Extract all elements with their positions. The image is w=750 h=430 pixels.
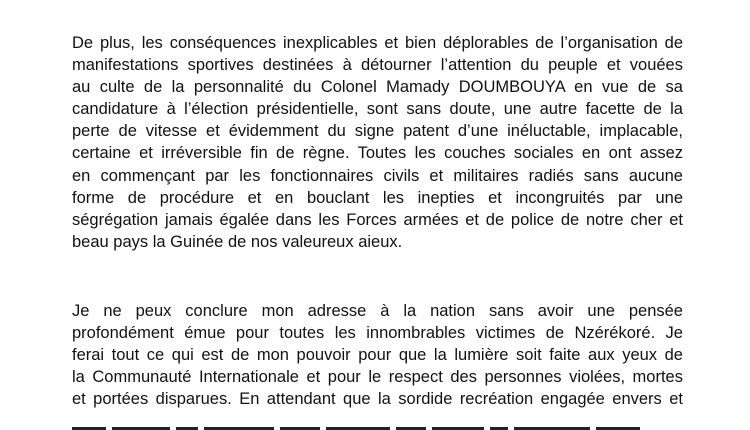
paragraph-2-line: profondément émue pour toutes les innombrables victimes de Nzérékoré. Je — [72, 324, 683, 343]
paragraph-1 — [72, 32, 683, 253]
paragraph-2-line: la Communauté Internationale et pour le respect des personnes violées, mortes — [72, 368, 683, 387]
paragraph-1-line: ségrégation jamais égalée dans les Forces armées et de police de notre cher et — [72, 210, 683, 229]
paragraph-1-line: De plus, les conséquences inexplicables et bien déplorables de l’organisation de — [72, 34, 683, 52]
cropped-text-line — [72, 421, 683, 430]
paragraph-1-line: perte de vitesse et évidemment du signe patent d’une inéluctable, implacable, — [72, 122, 683, 141]
paragraph-1-line: au culte de la personnalité du Colonel Mamady DOUMBOUYA en vue de sa — [72, 78, 683, 97]
paragraph-1-line: candidature à l’élection présidentielle, sont sans doute, une autre facette de la — [72, 100, 683, 119]
paragraph-1-line: beau pays la Guinée de nos valeureux aieux. — [72, 232, 403, 251]
paragraph-2 — [72, 300, 683, 410]
paragraph-2-line: ferai tout ce qui est de mon pouvoir pour que la lumière soit faite aux yeux de — [72, 346, 683, 365]
paragraph-1-line: certaine et irréversible fin de règne. Toutes les couches sociales en ont assez — [72, 144, 683, 163]
paragraph-1-line: en commençant par les fonctionnaires civils et militaires radiés sans aucune — [72, 166, 683, 185]
paragraph-2-line: et portées disparues. En attendant que la sordide recréation engagée envers et — [72, 390, 683, 409]
paragraph-1-line: manifestations sportives destinées à détourner l’attention du peuple et vouées — [72, 56, 683, 75]
paragraph-1-line: forme de procédure et en bouclant les inepties et incongruités par une — [72, 188, 683, 207]
paragraph-2-line: Je ne peux conclure mon adresse à la nation sans avoir une pensée — [72, 302, 683, 320]
